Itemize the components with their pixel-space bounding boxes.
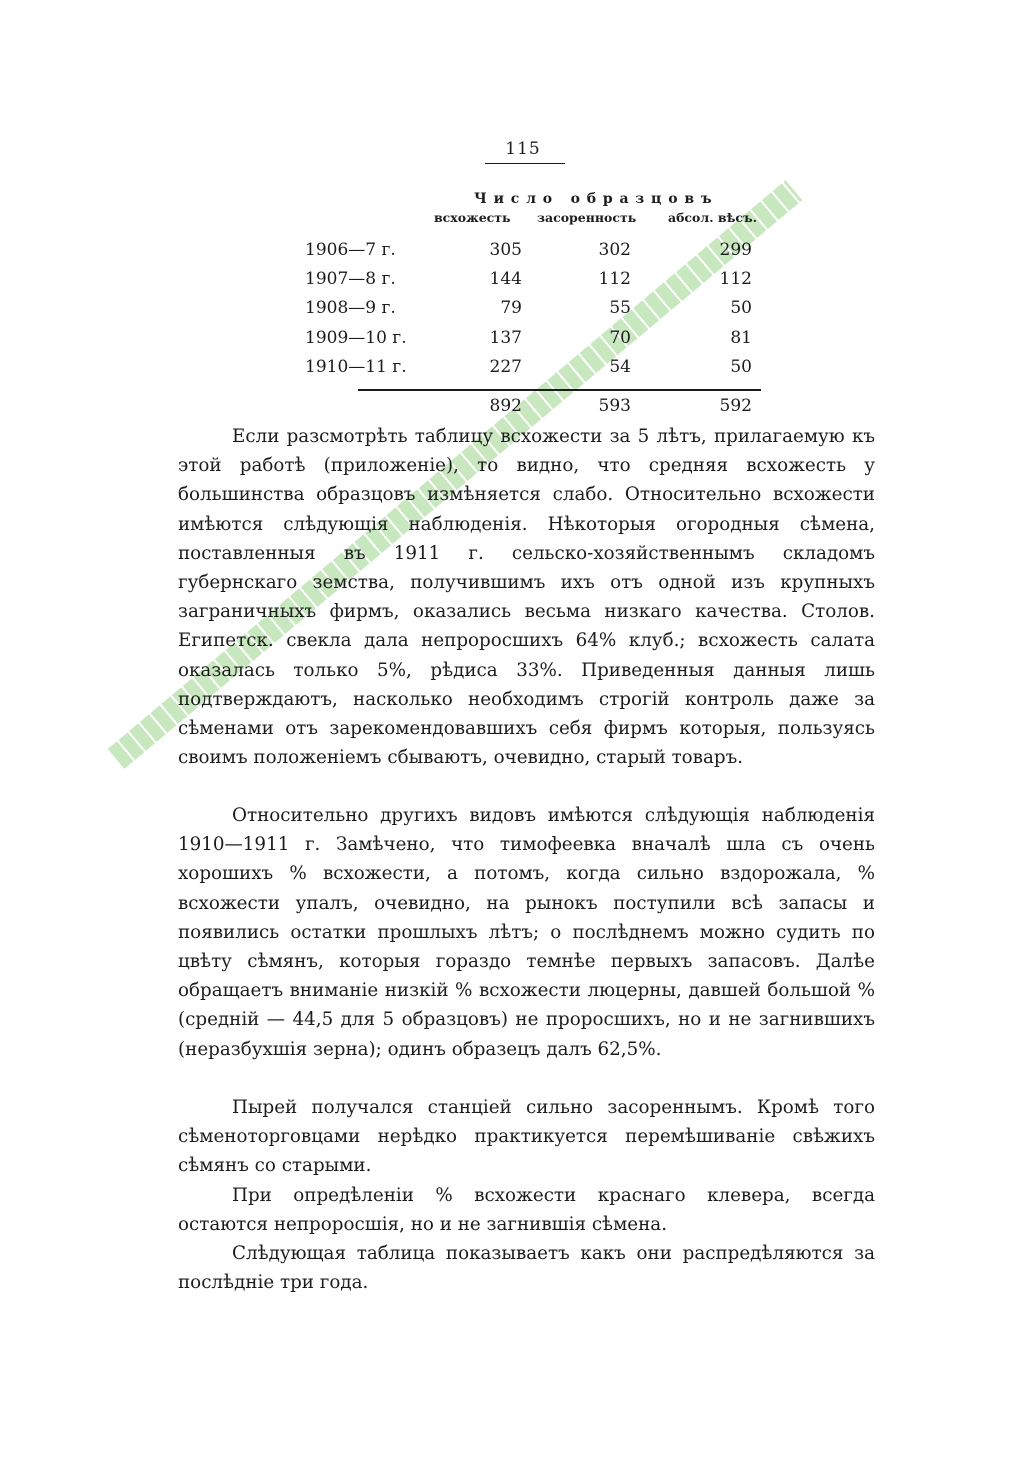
paragraph: Слѣдующая таблица показываетъ какъ они распредѣляются за послѣдніе три года.: [178, 1243, 875, 1294]
table-cell: 112: [719, 269, 752, 289]
table-cell: 305: [489, 240, 522, 260]
page-number-rule: [485, 163, 565, 164]
table-row-year: 1907—8 г.: [305, 269, 396, 289]
column-header-absolute-weight: абсол. вѣсъ.: [668, 210, 757, 225]
table-cell: 299: [719, 240, 752, 260]
paragraph: При опредѣленіи % всхожести краснаго клевера, всегда остаются непроросшія, но и не загнившія сѣмена.: [178, 1185, 875, 1236]
table-cell: 302: [598, 240, 631, 260]
paragraph: Относительно другихъ видовъ имѣются слѣдующія наблюденія 1910—1911 г. Замѣчено, что тимофеевка вначалѣ шла съ очень хорошихъ % всхожести, а потомъ, когда сильно вздорожала, % всхожести упалъ, очевидно, на рынокъ поступили всѣ запасы и появились остатки прошлыхъ лѣтъ; о послѣднемъ можно судить по цвѣту сѣмянъ, которыя гораздо темнѣе первыхъ запасовъ. Далѣе обращаетъ вниманіе низкій % всхожести люцерны, давшей большой % (средній — 44,5 для 5 образцовъ) не проросшихъ, но и не загнившихъ (неразбухшія зерна); одинъ образецъ далъ 62,5%.: [178, 805, 875, 1060]
table-row-year: 1908—9 г.: [305, 298, 396, 318]
table-total-cell: 892: [489, 396, 522, 416]
table-total-cell: 592: [719, 396, 752, 416]
table-cell: 81: [730, 328, 752, 348]
table-row-year: 1909—10 г.: [305, 328, 407, 348]
table-cell: 79: [500, 298, 522, 318]
column-header-germination: всхожесть: [434, 210, 511, 225]
table-row-year: 1910—11 г.: [305, 357, 407, 377]
table-cell: 50: [730, 298, 752, 318]
table-cell: 70: [609, 328, 631, 348]
table-cell: 54: [609, 357, 631, 377]
paragraph: Если разсмотрѣть таблицу всхожести за 5 лѣтъ, прилагаемую къ этой работѣ (приложеніе), то видно, что средняя всхожесть у большинства образцовъ измѣняется слабо. Относительно всхожести имѣются слѣдующія наблюденія. Нѣкоторыя огородныя сѣмена, поставленныя въ 1911 г. сельско-хозяйственнымъ складомъ губернскаго земства, получившимъ ихъ отъ одной изъ крупныхъ заграничныхъ фирмъ, оказались весьма низкаго качества. Столов. Египетск. свекла дала непроросшихъ 64% клуб.; всхожесть салата оказалась только 5%, рѣдиса 33%. Приведенныя данныя лишь подтверждаютъ, насколько необходимъ строгій контроль даже за сѣменами отъ зарекомендовавшихъ себя фирмъ которыя, пользуясь своимъ положеніемъ сбываютъ, очевидно, старый товаръ.: [178, 426, 875, 769]
table-cell: 227: [489, 357, 522, 377]
paragraph: Пырей получался станціей сильно засореннымъ. Кромѣ того сѣменоторговцами нерѣдко практикуется перемѣшиваніе свѣжихъ сѣмянъ со старыми.: [178, 1097, 875, 1177]
table-sum-rule: [358, 389, 761, 391]
table-cell: 112: [598, 269, 631, 289]
table-cell: 50: [730, 357, 752, 377]
table-title: Число образцовъ: [474, 191, 719, 207]
table-cell: 144: [489, 269, 522, 289]
table-cell: 137: [489, 328, 522, 348]
page-number: 115: [505, 139, 541, 159]
table-total-cell: 593: [598, 396, 631, 416]
table-row-year: 1906—7 г.: [305, 240, 396, 260]
table-cell: 55: [609, 298, 631, 318]
column-header-weediness: засоренность: [537, 210, 637, 225]
